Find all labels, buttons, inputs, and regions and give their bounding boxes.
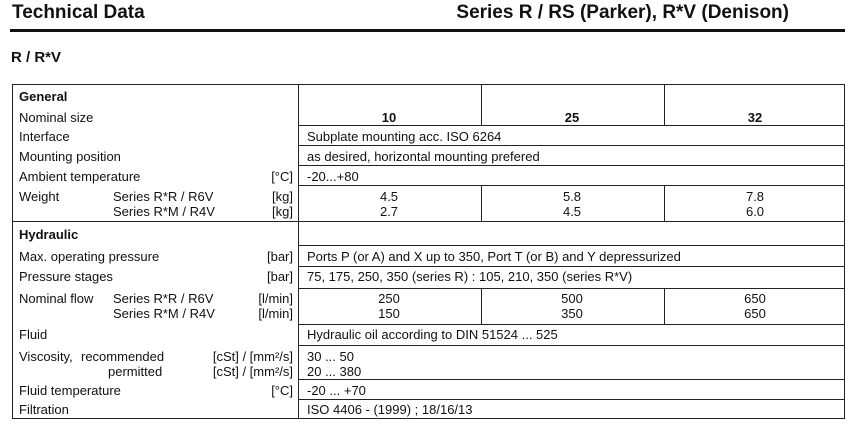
weight-unit-rr: [kg] (272, 189, 293, 204)
mounting-position-label: Mounting position (19, 149, 121, 164)
weight-series-rr: Series R*R / R6V (113, 189, 214, 204)
interface-value: Subplate mounting acc. ISO 6264 (307, 129, 502, 144)
column-divider-label-value (298, 85, 299, 418)
header-rule (10, 29, 845, 32)
flow-rr-25: 500 (561, 291, 583, 306)
max-pressure-label: Max. operating pressure (19, 249, 160, 264)
hydraulic-section-label: Hydraulic (19, 227, 79, 242)
fluid-temperature-unit: [°C] (271, 383, 293, 398)
row-rule (298, 345, 844, 346)
nominal-flow-label: Nominal flow (19, 291, 94, 306)
weight-label: Weight (19, 189, 60, 204)
pressure-stages-value: 75, 175, 250, 350 (series R) : 105, 210, 350 (series R*V) (307, 269, 633, 284)
row-rule (298, 399, 844, 400)
pressure-stages-label: Pressure stages (19, 269, 113, 284)
row-rule (298, 324, 844, 325)
row-rule (298, 288, 844, 289)
flow-rr-32: 650 (744, 291, 766, 306)
nominal-size-32: 32 (747, 110, 763, 125)
flow-unit-rr: [l/min] (258, 291, 293, 306)
flow-divider-25-32 (664, 288, 665, 324)
header-title: Technical Data (12, 2, 145, 23)
technical-data-table (12, 84, 845, 419)
ambient-temperature-value: -20...+80 (307, 169, 359, 184)
fluid-label: Fluid (19, 327, 48, 342)
nominal-size-label: Nominal size (19, 110, 94, 125)
weight-series-rm: Series R*M / R4V (113, 204, 215, 219)
section-subtitle: R / R*V (11, 49, 62, 66)
flow-unit-rm: [l/min] (258, 306, 293, 321)
nominal-size-10: 10 (381, 110, 397, 125)
flow-series-rm: Series R*M / R4V (113, 306, 215, 321)
flow-series-rr: Series R*R / R6V (113, 291, 214, 306)
viscosity-permitted-unit: [cSt] / [mm²/s] (212, 364, 293, 379)
filtration-value: ISO 4406 - (1999) ; 18/16/13 (307, 402, 473, 417)
fluid-temperature-value: -20 ... +70 (307, 383, 366, 398)
column-divider-25-32 (664, 85, 665, 125)
column-divider-10-25 (481, 85, 482, 125)
row-rule (298, 165, 844, 166)
mounting-position-value: as desired, horizontal mounting prefered (307, 149, 540, 164)
weight-rm-25: 4.5 (562, 204, 582, 219)
fluid-value: Hydraulic oil according to DIN 51524 ... 525 (307, 327, 558, 342)
flow-rm-32: 650 (744, 306, 766, 321)
section-rule (13, 221, 844, 222)
viscosity-permitted-value: 20 ... 380 (307, 364, 362, 379)
row-rule (298, 125, 844, 126)
weight-rm-10: 2.7 (379, 204, 399, 219)
viscosity-recommended-value: 30 ... 50 (307, 349, 354, 364)
weight-rr-10: 4.5 (379, 189, 399, 204)
ambient-temperature-unit: [°C] (271, 169, 293, 184)
viscosity-permitted-label: permitted (108, 364, 163, 379)
row-rule (298, 379, 844, 380)
nominal-size-25: 25 (564, 110, 580, 125)
flow-rr-10: 250 (378, 291, 400, 306)
max-pressure-value: Ports P (or A) and X up to 350, Port T (or B) and Y depressurized (307, 249, 681, 264)
fluid-temperature-label: Fluid temperature (19, 383, 121, 398)
row-rule (298, 145, 844, 146)
weight-rm-32: 6.0 (745, 204, 765, 219)
weight-rr-25: 5.8 (562, 189, 582, 204)
weight-rr-32: 7.8 (745, 189, 765, 204)
general-section-label: General (19, 89, 68, 104)
viscosity-recommended-label: recommended (81, 349, 165, 364)
weight-divider-25-32 (664, 185, 665, 221)
weight-divider-10-25 (481, 185, 482, 221)
row-rule (298, 266, 844, 267)
flow-rm-10: 150 (378, 306, 400, 321)
weight-unit-rm: [kg] (272, 204, 293, 219)
pressure-stages-unit: [bar] (266, 269, 293, 284)
row-rule (298, 245, 844, 246)
row-rule (298, 185, 844, 186)
header-series-title: Series R / RS (Parker), R*V (Denison) (456, 2, 789, 23)
filtration-label: Filtration (19, 402, 69, 417)
max-pressure-unit: [bar] (266, 249, 293, 264)
viscosity-label: Viscosity, (19, 349, 73, 364)
ambient-temperature-label: Ambient temperature (19, 169, 141, 184)
flow-rm-25: 350 (561, 306, 583, 321)
interface-label: Interface (19, 129, 70, 144)
viscosity-recommended-unit: [cSt] / [mm²/s] (212, 349, 293, 364)
flow-divider-10-25 (481, 288, 482, 324)
